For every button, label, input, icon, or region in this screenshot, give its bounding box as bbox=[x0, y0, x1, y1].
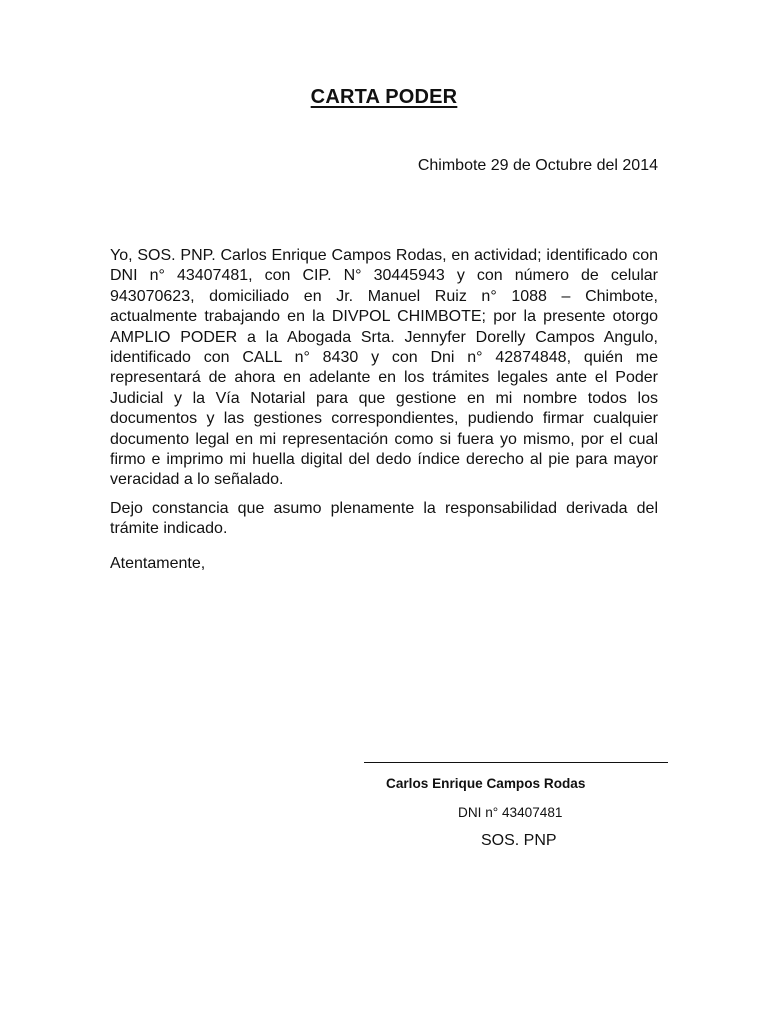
closing-text: Atentamente, bbox=[110, 554, 206, 572]
date-line: Chimbote 29 de Octubre del 2014 bbox=[417, 157, 658, 174]
signatory-rank: SOS. PNP bbox=[481, 832, 557, 849]
body-paragraph-constancia: Dejo constancia que asumo plenamente la responsabilidad derivada del trámite indicado. bbox=[110, 499, 658, 538]
signature-line bbox=[364, 762, 668, 763]
signatory-name: Carlos Enrique Campos Rodas bbox=[386, 776, 586, 791]
body-text bbox=[110, 246, 658, 582]
document-title: CARTA PODER bbox=[310, 86, 458, 108]
signatory-dni: DNI n° 43407481 bbox=[458, 805, 563, 820]
body-paragraph-main: Yo, SOS. PNP. Carlos Enrique Campos Rodas, en actividad; identificado con DNI n° 43407481, con CIP. N° 30445943 y con número de celular 943070623, domiciliado en Jr. Manuel Ruiz n° 1088 – Chimbote, actualmente trabajando en la DIVPOL CHIMBOTE; por la presente otorgo AMPLIO PODER a la Abogada Srta. Jennyfer Dorelly Campos Angulo, identificado con CALL n° 8430 y con Dni n° 42874848, quién me representará de ahora en adelante en los trámites legales ante el Poder Judicial y la Vía Notarial para que gestione en mi nombre todos los documentos y las gestiones correspondientes, pudiendo firmar cualquier documento legal en mi representación como si fuera yo mismo, por el cual firmo e imprimo mi huella digital del dedo índice derecho al pie para mayor veracidad a lo señalado. bbox=[110, 247, 658, 489]
